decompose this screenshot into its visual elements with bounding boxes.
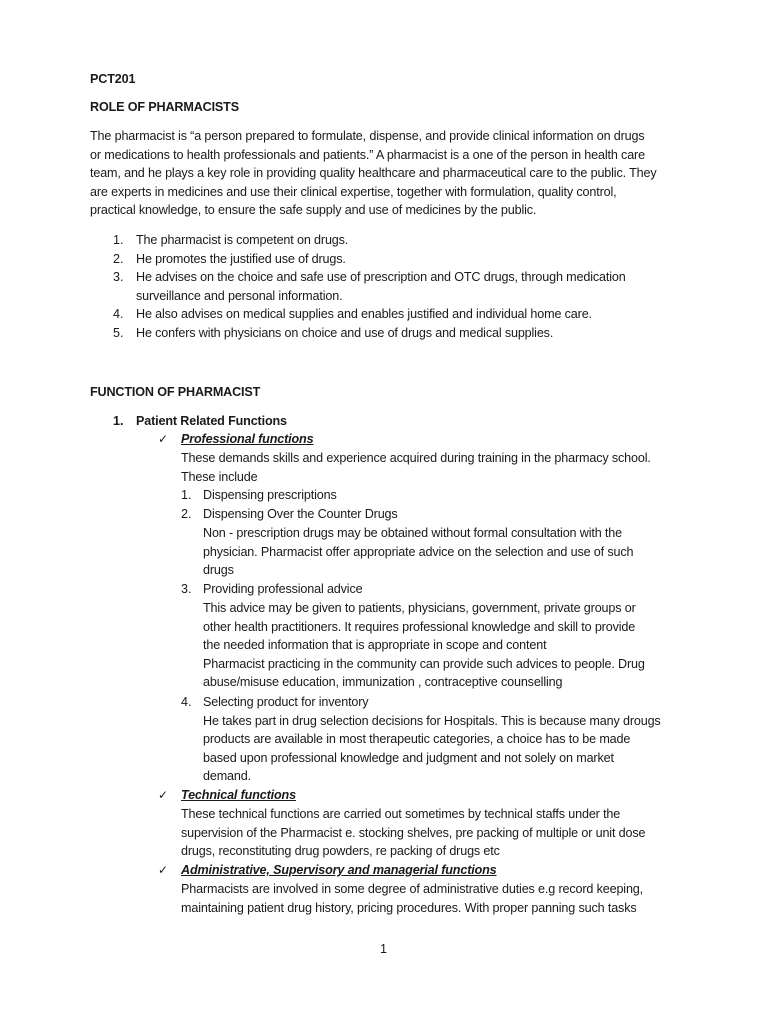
- paragraph-line: team, and he plays a key role in providing quality healthcare and pharmaceutical care to the public. They: [90, 166, 657, 181]
- subsection-heading: Patient Related Functions: [136, 413, 287, 428]
- list-number: 4.: [181, 694, 192, 709]
- paragraph-line: or medications to health professionals and patients.” A pharmacist is a one of the person in health care: [90, 147, 645, 162]
- list-item: Providing professional advice: [203, 582, 363, 596]
- list-number: 3.: [113, 270, 124, 285]
- paragraph-line: demand.: [203, 769, 251, 784]
- paragraph-line: He takes part in drug selection decisions for Hospitals. This is because many drougs: [203, 713, 661, 728]
- list-number: 2.: [181, 506, 192, 521]
- paragraph-line: drugs: [203, 563, 234, 578]
- list-item: He confers with physicians on choice and use of drugs and medical supplies.: [136, 326, 554, 340]
- professional-functions-heading: Professional functions: [181, 432, 314, 446]
- list-number: 4.: [113, 307, 124, 322]
- list-item: He also advises on medical supplies and enables justified and individual home care.: [136, 307, 592, 322]
- list-item: Selecting product for inventory: [203, 694, 369, 709]
- list-item: Dispensing prescriptions: [203, 488, 337, 503]
- administrative-functions-heading: Administrative, Supervisory and managerial functions: [181, 863, 497, 877]
- paragraph-line: supervision of the Pharmacist e. stocking shelves, pre packing of multiple or unit dose: [181, 825, 646, 840]
- paragraph-line: drugs, reconstituting drug powders, re packing of drugs etc: [181, 844, 500, 859]
- list-item: He advises on the choice and safe use of prescription and OTC drugs, through medication: [136, 270, 626, 285]
- paragraph-line: These include: [181, 469, 258, 484]
- page-title: ROLE OF PHARMACISTS: [90, 100, 239, 114]
- list-number: 1.: [113, 233, 124, 247]
- page-number: 1: [380, 942, 388, 956]
- list-number: 2.: [113, 251, 124, 266]
- paragraph-line: are experts in medicines and use their clinical expertise, together with formulation, quality control,: [90, 184, 617, 199]
- list-item: The pharmacist is competent on drugs.: [136, 233, 349, 247]
- list-item: Dispensing Over the Counter Drugs: [203, 506, 398, 521]
- section-number: 1.: [113, 413, 124, 428]
- list-item: He promotes the justified use of drugs.: [136, 251, 346, 266]
- paragraph-line: physician. Pharmacist offer appropriate advice on the selection and use of such: [203, 544, 634, 559]
- paragraph-line: This advice may be given to patients, physicians, government, private groups or: [203, 601, 636, 615]
- section-heading: FUNCTION OF PHARMACIST: [90, 385, 261, 399]
- paragraph-line: The pharmacist is “a person prepared to formulate, dispense, and provide clinical information on drugs: [90, 129, 645, 143]
- list-number: 3.: [181, 582, 192, 596]
- course-code: PCT201: [90, 72, 136, 86]
- checkmark-icon: ✓: [158, 863, 169, 877]
- list-number: 1.: [181, 488, 192, 503]
- list-number: 5.: [113, 326, 124, 340]
- checkmark-icon: ✓: [158, 788, 169, 802]
- paragraph-line: Pharmacist practicing in the community can provide such advices to people. Drug: [203, 656, 645, 671]
- checkmark-icon: ✓: [158, 432, 169, 446]
- technical-functions-heading: Technical functions: [181, 788, 296, 802]
- paragraph-line: practical knowledge, to ensure the safe supply and use of medicines by the public.: [90, 203, 537, 218]
- paragraph-line: Non - prescription drugs may be obtained without formal consultation with the: [203, 526, 622, 540]
- paragraph-line: based upon professional knowledge and judgment and not solely on market: [203, 750, 614, 765]
- paragraph-line: the needed information that is appropriate in scope and content: [203, 638, 547, 653]
- list-item-continued: surveillance and personal information.: [136, 288, 343, 303]
- paragraph-line: maintaining patient drug history, pricing procedures. With proper panning such tasks: [181, 900, 637, 915]
- paragraph-line: Pharmacists are involved in some degree of administrative duties e.g record keeping,: [181, 882, 644, 896]
- paragraph-line: abuse/misuse education, immunization , contraceptive counselling: [203, 675, 563, 690]
- paragraph-line: These demands skills and experience acquired during training in the pharmacy school.: [181, 451, 651, 465]
- paragraph-line: other health practitioners. It requires professional knowledge and skill to provide: [203, 619, 636, 634]
- paragraph-line: These technical functions are carried out sometimes by technical staffs under the: [181, 807, 621, 821]
- paragraph-line: products are available in most therapeutic categories, a choice has to be made: [203, 732, 631, 747]
